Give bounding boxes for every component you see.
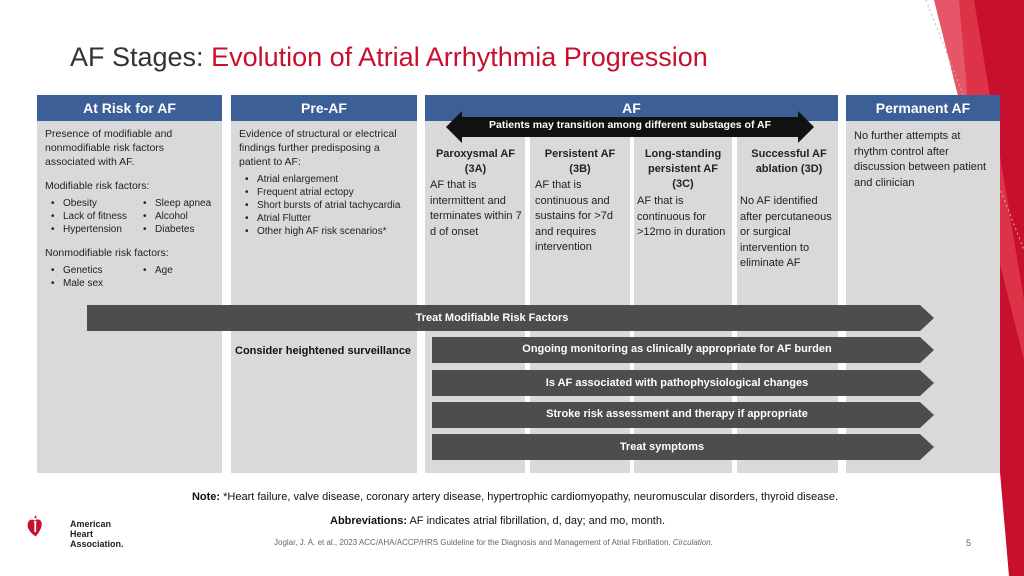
list-item: • Frequent atrial ectopy (245, 186, 409, 199)
stage-title-3c: Long-standing persistent AF (3C) (644, 148, 722, 190)
list-item: • Diabetes (143, 223, 233, 236)
list-item: • Short bursts of atrial tachycardia (245, 199, 409, 212)
list-item: • Other high AF risk scenarios* (245, 225, 409, 238)
modifiable-label: Modifiable risk factors: (45, 180, 150, 192)
pre-af-list (245, 173, 409, 238)
list-item: • Sleep apnea (143, 197, 233, 210)
page-number: 5 (966, 538, 972, 548)
transition-label: Patients may transition among different substages of AF (489, 119, 771, 131)
column-pre-af (231, 95, 417, 473)
arrow-label-stroke: Stroke risk assessment and therapy if appropriate (546, 408, 808, 420)
stage-text-3a: AF that is intermittent and terminates within 7 d of onset (430, 179, 522, 238)
arrow-label-symptoms: Treat symptoms (619, 441, 705, 453)
footnote: Note: *Heart failure, valve disease, coronary artery disease, hypertrophic cardiomyopathy, neuromuscular disorders, thyroid disease. (191, 491, 839, 503)
pre-af-intro: Evidence of structural or electrical findings further predisposing a patient to AF: (239, 128, 397, 168)
list-item: • Age (143, 264, 233, 277)
list-item: • Atrial Flutter (245, 212, 409, 225)
page-title: AF Stages: Evolution of Atrial Arrhythmia Progression (70, 42, 708, 72)
abbreviations: Abbreviations: AF indicates atrial fibrillation, d, day; and mo, month. (330, 515, 666, 527)
list-item: • Genetics (51, 264, 143, 277)
stage-title-3d: Successful AF ablation (3D) (751, 148, 827, 175)
stage-title-3a: Paroxysmal AF (3A) (435, 148, 516, 175)
arrow-label-treat-risk: Treat Modifiable Risk Factors (415, 312, 569, 324)
heart-torch-icon (26, 500, 70, 552)
list-item: • Male sex (51, 277, 143, 290)
stage-text-3c: AF that is continuous for >12mo in duration (637, 195, 726, 238)
arrow-label-pathophys: Is AF associated with pathophysiological changes (545, 377, 809, 389)
nonmodifiable-list (51, 264, 214, 290)
list-item: • Lack of fitness (51, 210, 143, 223)
stage-title-3b: Persistent AF (3B) (544, 148, 616, 175)
stage-text-3b: AF that is continuous and sustains for >7d and requires intervention (535, 179, 613, 253)
permanent-text: No further attempts at rhythm control after discussion between patient and clinician (854, 130, 987, 189)
list-item: • Atrial enlargement (245, 173, 409, 186)
column-at-risk (37, 95, 222, 473)
nonmodifiable-label: Nonmodifiable risk factors: (45, 247, 169, 259)
list-item: • Alcohol (143, 210, 233, 223)
list-item: • Obesity (51, 197, 143, 210)
at-risk-intro: Presence of modifiable and nonmodifiable risk factors associated with AF. (45, 128, 173, 168)
citation: Joglar, J. A. et al., 2023 ACC/AHA/ACCP/HRS Guideline for the Diagnosis and Management of Atrial Fibrillation. Circulation. (274, 538, 713, 547)
column-heading-permanent: Permanent AF (846, 95, 1000, 121)
column-heading-at-risk: At Risk for AF (37, 95, 222, 121)
list-item: • Hypertension (51, 223, 143, 236)
stage-text-3d: No AF identified after percutaneous or surgical intervention to eliminate AF (740, 195, 832, 269)
logo-text: American Heart Association. (70, 519, 124, 549)
arrow-label-monitoring: Ongoing monitoring as clinically appropriate for AF burden (522, 343, 832, 355)
surveillance-label: Consider heightened surveillance (235, 345, 412, 357)
modifiable-list (51, 197, 214, 236)
column-heading-af: AF (425, 95, 838, 121)
column-heading-pre-af: Pre-AF (231, 95, 417, 121)
